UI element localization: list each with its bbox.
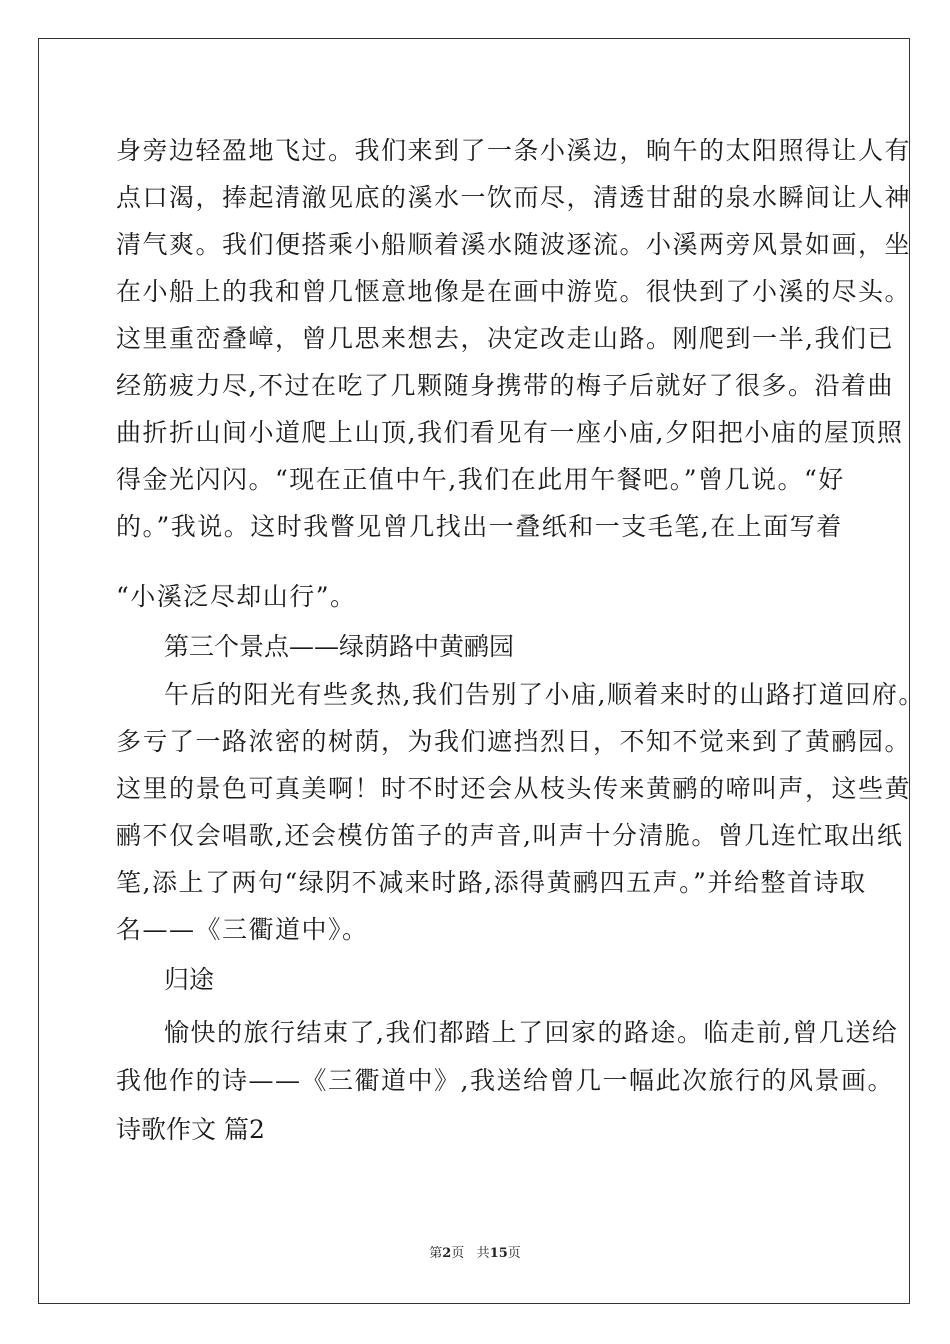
body-text-line: 这里重峦叠嶂，曾几思来想去，决定改走山路。刚爬到一半,我们已 bbox=[116, 324, 894, 353]
page-footer bbox=[0, 1246, 950, 1262]
body-text-line: 笔,添上了两句“绿阴不减来时路,添得黄鹂四五声。”并给整首诗取 bbox=[116, 868, 867, 897]
body-text-line: 在小船上的我和曾几惬意地像是在画中游览。很快到了小溪的尽头。 bbox=[116, 277, 912, 306]
body-text-line: 身旁边轻盈地飞过。我们来到了一条小溪边，晌午的太阳照得让人有 bbox=[116, 136, 912, 165]
page-suffix: 页 bbox=[451, 1246, 465, 1261]
page-total: 15 bbox=[489, 1246, 508, 1261]
body-text-line: 多亏了一路浓密的树荫，为我们遮挡烈日，不知不觉来到了黄鹂园。 bbox=[116, 727, 912, 756]
body-text-line: 名——《三衢道中》。 bbox=[116, 915, 369, 944]
section-heading: 第三个景点——绿荫路中黄鹂园 bbox=[164, 632, 515, 661]
total-prefix: 共 bbox=[476, 1246, 490, 1261]
section-heading: 归途 bbox=[164, 965, 215, 994]
body-text-line: 愉快的旅行结束了,我们都踏上了回家的路途。临走前,曾几送给 bbox=[164, 1018, 899, 1047]
body-text-line: 点口渴，捧起清澈见底的溪水一饮而尽，清透甘甜的泉水瞬间让人神 bbox=[116, 183, 912, 212]
body-text-line: 这里的景色可真美啊！时不时还会从枝头传来黄鹂的啼叫声，这些黄 bbox=[116, 774, 912, 803]
body-text-line: 鹂不仅会唱歌,还会模仿笛子的声音,叫声十分清脆。曾几连忙取出纸 bbox=[116, 821, 904, 850]
article-title: 诗歌作文 篇2 bbox=[116, 1115, 265, 1144]
body-text-line: “小溪泛尽却山行”。 bbox=[116, 582, 357, 611]
total-suffix: 页 bbox=[507, 1246, 521, 1261]
body-text-line: 午后的阳光有些炙热,我们告别了小庙,顺着来时的山路打道回府。 bbox=[164, 680, 925, 709]
page-prefix: 第 bbox=[429, 1246, 443, 1261]
body-text-line: 得金光闪闪。“现在正值中午,我们在此用午餐吧。”曾几说。“好 bbox=[116, 465, 845, 494]
body-text-line: 清气爽。我们便搭乘小船顺着溪水随波逐流。小溪两旁风景如画，坐 bbox=[116, 230, 912, 259]
body-text-line: 曲折折山间小道爬上山顶,我们看见有一座小庙,夕阳把小庙的屋顶照 bbox=[116, 418, 904, 447]
body-text-line: 的。”我说。这时我瞥见曾几找出一叠纸和一支毛笔,在上面写着 bbox=[116, 512, 843, 541]
page-current: 2 bbox=[442, 1246, 452, 1261]
body-text-line: 经筋疲力尽,不过在吃了几颗随身携带的梅子后就好了很多。沿着曲 bbox=[116, 371, 894, 400]
body-text-line: 我他作的诗——《三衢道中》,我送给曾几一幅此次旅行的风景画。 bbox=[116, 1066, 894, 1095]
